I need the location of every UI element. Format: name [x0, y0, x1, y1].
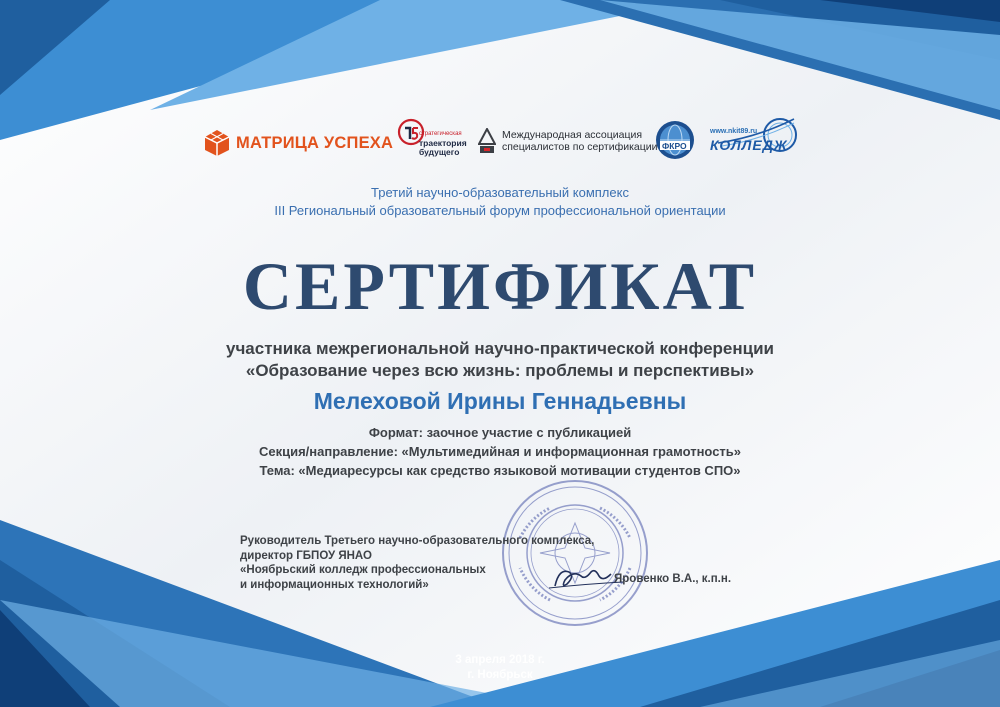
- trajectory-line2: будущего: [419, 147, 460, 157]
- issue-date: 3 апреля 2018 г.: [455, 654, 545, 666]
- association-line1: Международная ассоциация: [502, 129, 643, 141]
- lead-line2: «Образование через всю жизнь: проблемы и перспективы»: [245, 361, 755, 380]
- logo-fkro: [654, 119, 696, 161]
- college-url: www.nkit89.ru: [710, 128, 758, 135]
- certificate-title: СЕРТИФИКАТ: [242, 248, 758, 324]
- logo-college: [708, 113, 798, 163]
- section-line: Секция/направление: «Мультимедийная и информационная грамотность»: [258, 444, 742, 459]
- logo-matrix-uspekha: [203, 128, 393, 158]
- format-line: Формат: заочное участие с публикацией: [368, 425, 632, 440]
- header-line2: III Региональный образовательный форум профессиональной ориентации: [274, 203, 726, 218]
- signatory-name: Яровенко В.А., к.п.н.: [614, 573, 732, 585]
- fkro-globe-icon: [654, 119, 696, 161]
- signatory-line3: «Ноябрьский колледж профессиональных: [240, 564, 486, 576]
- signatory-line4: и информационных технологий»: [240, 578, 429, 591]
- association-logo-icon: [478, 128, 496, 154]
- header-line1: Третий научно-образовательный комплекс: [371, 185, 629, 200]
- association-text: [502, 129, 658, 153]
- cube-logo-icon: [203, 129, 231, 157]
- logo-matrix-text: МАТРИЦА УСПЕХА: [236, 133, 394, 152]
- topic-line: Тема: «Медиаресурсы как средство языковой мотивации студентов СПО»: [259, 463, 741, 478]
- association-line2: специалистов по сертификации: [502, 141, 658, 153]
- logo-trajectory: [397, 116, 467, 166]
- handwritten-signature: [545, 558, 625, 598]
- logo-certification-association: [478, 126, 658, 156]
- fkro-text: ФКРО: [662, 141, 687, 151]
- trajectory-text: [419, 139, 467, 157]
- issue-city: г. Ноябрьск: [467, 669, 533, 681]
- signatory-line2: директор ГБПОУ ЯНАО: [240, 549, 372, 562]
- lead-line1: участника межрегиональной научно-практической конференции: [225, 339, 775, 358]
- college-name: КОЛЛЕДЖ: [710, 137, 788, 153]
- trajectory-small-text: стратегическая: [419, 131, 462, 137]
- recipient-name: Мелеховой Ирины Геннадьевны: [313, 388, 687, 414]
- trajectory-line1: траектория: [419, 138, 467, 148]
- signatory-line1: Руководитель Третьего научно-образовательного комплекса,: [240, 535, 595, 547]
